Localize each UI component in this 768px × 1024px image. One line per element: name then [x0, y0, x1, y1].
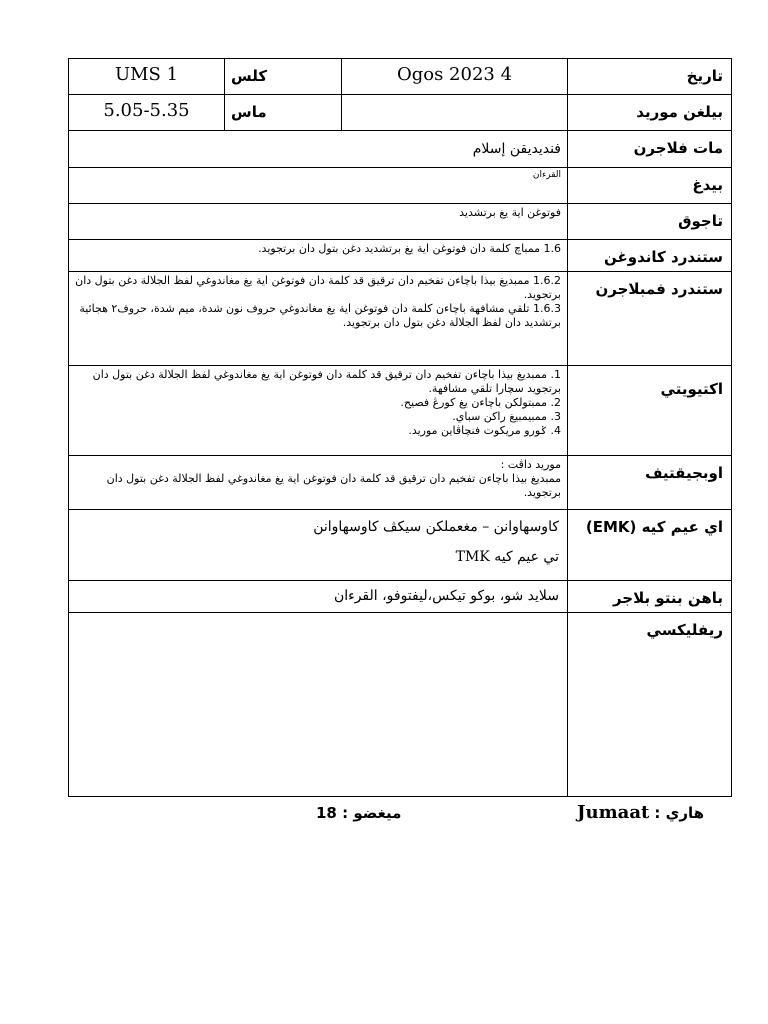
objektif-line: موريد داڤت :	[500, 458, 561, 471]
bidang-label: بيدغ	[568, 168, 732, 204]
row-emk	[69, 510, 732, 581]
emk-line: كاوسهاوانن – مغعملكن سيكڤ كاوسهاوانن	[313, 519, 559, 535]
row-standard-pembelajaran	[69, 272, 732, 366]
row-tarikh	[69, 59, 732, 95]
aktiviti-line: 1. ممبديغ بيذا باچاءن تفخيم دان ترقيق قد كلمة دان فوتوغن اية يغ مغاندوغي لفظ الجلالة دغن بتول دان برتجويد سچارا تلقي مشافهة.	[92, 368, 561, 395]
mata-pelajaran-value: فنديديقن إسلام	[69, 131, 568, 168]
row-masa	[69, 95, 732, 131]
tarikh-label: تاريخ	[568, 59, 732, 95]
lesson-plan-table	[68, 58, 732, 797]
footer	[0, 804, 768, 834]
row-bahan	[69, 581, 732, 613]
hari-value: Jumaat	[577, 802, 650, 823]
empty-cell	[342, 95, 568, 131]
aktiviti-line: 2. ممبتولكن باچاءن يغ كورڠ فصيح.	[400, 396, 561, 409]
tarikh-value: Ogos 2023 4	[342, 59, 568, 95]
standard-kandungan-value: 1.6 ممباچ كلمة دان فوتوغن اية يغ برتشديد دغن بتول دان برتجويد.	[69, 240, 568, 272]
row-standard-kandungan	[69, 240, 732, 272]
row-tajuk	[69, 204, 732, 240]
emk-label: اي عيم كيه (EMK)	[568, 510, 732, 581]
kelas-value: UMS 1	[69, 59, 225, 95]
standard-pembelajaran-line: 1.6.2 ممبديغ بيذا باچاءن تفخيم دان ترقيق قد كلمة دان فوتوغن اية يغ مغاندوغي لفظ الجلالة دغن بتول دان برتجويد.	[75, 274, 561, 301]
minggu-value: 18	[316, 804, 337, 822]
masa-label: ماس	[225, 95, 342, 131]
hari-label: هاري :	[654, 804, 704, 822]
bidang-value: القرءان	[69, 168, 568, 204]
objektif-line: ممبديغ بيذا باچاءن تفخيم دان ترقيق قد كلمة دان فوتوغن اية يغ مغاندوغي لفظ الجلالة دغن بتول دان برتجويد.	[106, 472, 561, 499]
aktiviti-value	[69, 366, 568, 456]
standard-pembelajaran-label: ستندرد فمبلاجرن	[568, 272, 732, 366]
objektif-value	[69, 456, 568, 510]
kelas-label: كلس	[225, 59, 342, 95]
minggu	[316, 804, 401, 822]
emk-value	[69, 510, 568, 581]
tmk-line: تي عيم كيه TMK	[455, 549, 559, 565]
row-refleksi	[69, 613, 732, 797]
refleksi-value	[69, 613, 568, 797]
row-objektif	[69, 456, 732, 510]
masa-value: 5.05-5.35	[69, 95, 225, 131]
row-mata-pelajaran	[69, 131, 732, 168]
standard-pembelajaran-value	[69, 272, 568, 366]
objektif-label: اوبجيقتيف	[568, 456, 732, 510]
bahan-label: باهن بنتو بلاجر	[568, 581, 732, 613]
minggu-label: ميغضو :	[342, 804, 402, 822]
row-bidang	[69, 168, 732, 204]
standard-kandungan-label: ستندرد كاندوغن	[568, 240, 732, 272]
row-aktiviti	[69, 366, 732, 456]
standard-pembelajaran-line: 1.6.3 تلقي مشافهة باچاءن كلمة دان فوتوغن اية يغ مغاندوغي حروف نون شدة، ميم شدة، حروف٢ هجائية برتشديد دان لفظ الجلالة دغن بتول دان برتجويد.	[79, 302, 561, 329]
mata-pelajaran-label: مات فلاجرن	[568, 131, 732, 168]
tajuk-label: تاجوق	[568, 204, 732, 240]
bahan-value: سلايد شو، بوكو تيكس،ليفتوفو، القرءان	[69, 581, 568, 613]
aktiviti-line: 3. ممبيمبيغ راكن سباي.	[452, 410, 561, 423]
aktiviti-line: 4. ݢورو مريكوت فنچاڤاين موريد.	[408, 424, 561, 437]
aktiviti-label: اكتيويتي	[568, 366, 732, 456]
bilangan-murid-label: بيلغن موريد	[568, 95, 732, 131]
tajuk-value: فوتوغن اية يغ برتشديد	[69, 204, 568, 240]
refleksi-label: ريفليكسي	[568, 613, 732, 797]
